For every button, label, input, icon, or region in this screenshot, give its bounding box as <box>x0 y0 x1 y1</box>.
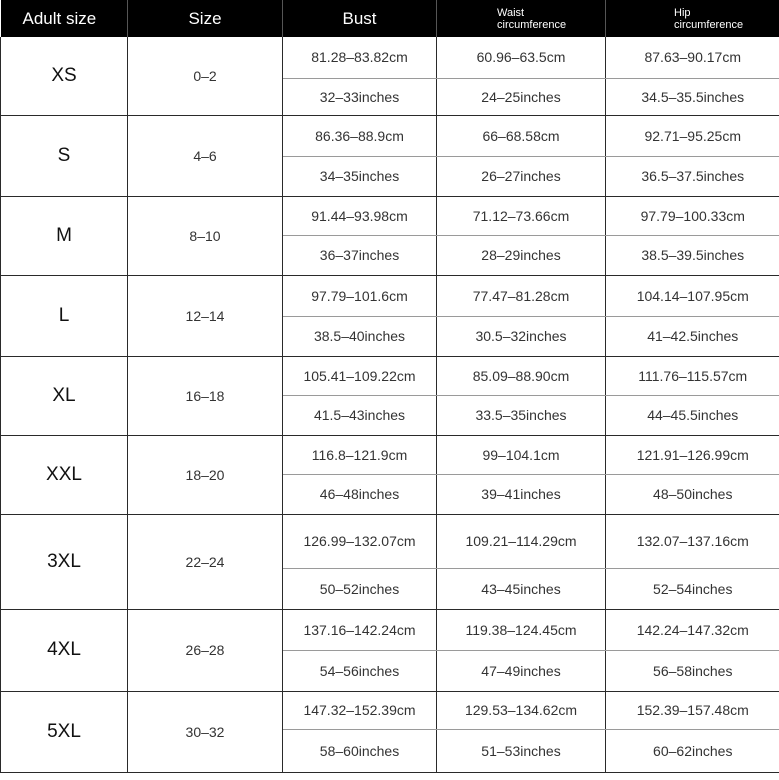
table-row-cm <box>1 196 779 235</box>
hip-inches-cell: 56–58inches <box>606 650 779 691</box>
bust-cm-cell: 116.8–121.9cm <box>283 435 437 474</box>
size-range-cell: 12–14 <box>128 275 283 356</box>
waist-inches-cell: 30.5–32inches <box>437 316 606 356</box>
waist-inches-cell: 24–25inches <box>437 78 606 115</box>
table-row-cm <box>1 514 779 568</box>
size-range-cell: 18–20 <box>128 435 283 514</box>
bust-cm-cell: 86.36–88.9cm <box>283 115 437 156</box>
header-hip-line1: Hip <box>674 6 691 19</box>
bust-cm-cell: 81.28–83.82cm <box>283 37 437 78</box>
hip-cm-cell: 87.63–90.17cm <box>606 37 779 78</box>
size-range-cell: 4–6 <box>128 115 283 196</box>
bust-inches-cell: 54–56inches <box>283 650 437 691</box>
size-range-cell: 16–18 <box>128 356 283 435</box>
hip-cm-cell: 142.24–147.32cm <box>606 609 779 650</box>
header-waist-line2: circumference <box>497 18 567 31</box>
hip-cm-cell: 152.39–157.48cm <box>606 691 779 729</box>
waist-cm-cell: 60.96–63.5cm <box>437 37 606 78</box>
hip-inches-cell: 41–42.5inches <box>606 316 779 356</box>
bust-cm-cell: 97.79–101.6cm <box>283 275 437 316</box>
header-size: Size <box>128 0 283 37</box>
adult-size-cell: XXL <box>1 435 128 514</box>
adult-size-cell: 3XL <box>1 514 128 609</box>
bust-inches-cell: 36–37inches <box>283 235 437 275</box>
hip-inches-cell: 44–45.5inches <box>606 395 779 435</box>
bust-inches-cell: 32–33inches <box>283 78 437 115</box>
bust-inches-cell: 50–52inches <box>283 568 437 609</box>
header-hip-line2: circumference <box>674 18 744 31</box>
waist-cm-cell: 109.21–114.29cm <box>437 514 606 568</box>
bust-cm-cell: 126.99–132.07cm <box>283 514 437 568</box>
adult-size-cell: 4XL <box>1 609 128 691</box>
waist-inches-cell: 26–27inches <box>437 156 606 196</box>
bust-cm-cell: 105.41–109.22cm <box>283 356 437 395</box>
waist-cm-cell: 66–68.58cm <box>437 115 606 156</box>
hip-cm-cell: 97.79–100.33cm <box>606 196 779 235</box>
bust-cm-cell: 137.16–142.24cm <box>283 609 437 650</box>
hip-inches-cell: 34.5–35.5inches <box>606 78 779 115</box>
waist-inches-cell: 39–41inches <box>437 474 606 514</box>
adult-size-cell: M <box>1 196 128 275</box>
adult-size-cell: L <box>1 275 128 356</box>
size-range-cell: 0–2 <box>128 37 283 115</box>
table-row-cm <box>1 275 779 316</box>
header-waist <box>437 0 606 37</box>
hip-inches-cell: 48–50inches <box>606 474 779 514</box>
adult-size-cell: XS <box>1 37 128 115</box>
waist-inches-cell: 43–45inches <box>437 568 606 609</box>
header-adult-size: Adult size <box>1 0 128 37</box>
header-waist-line1: Waist <box>497 6 525 19</box>
table-row-cm <box>1 609 779 650</box>
header-hip <box>606 0 779 37</box>
bust-inches-cell: 58–60inches <box>283 729 437 772</box>
hip-inches-cell: 52–54inches <box>606 568 779 609</box>
adult-size-cell: S <box>1 115 128 196</box>
waist-inches-cell: 28–29inches <box>437 235 606 275</box>
waist-cm-cell: 85.09–88.90cm <box>437 356 606 395</box>
hip-cm-cell: 92.71–95.25cm <box>606 115 779 156</box>
waist-inches-cell: 47–49inches <box>437 650 606 691</box>
bust-cm-cell: 91.44–93.98cm <box>283 196 437 235</box>
bust-inches-cell: 38.5–40inches <box>283 316 437 356</box>
hip-cm-cell: 132.07–137.16cm <box>606 514 779 568</box>
table-row-cm <box>1 37 779 78</box>
size-range-cell: 22–24 <box>128 514 283 609</box>
table-row-cm <box>1 435 779 474</box>
bust-inches-cell: 34–35inches <box>283 156 437 196</box>
table-row-cm <box>1 691 779 729</box>
bust-cm-cell: 147.32–152.39cm <box>283 691 437 729</box>
hip-inches-cell: 36.5–37.5inches <box>606 156 779 196</box>
waist-cm-cell: 99–104.1cm <box>437 435 606 474</box>
header-bust: Bust <box>283 0 437 37</box>
waist-inches-cell: 51–53inches <box>437 729 606 772</box>
waist-cm-cell: 71.12–73.66cm <box>437 196 606 235</box>
hip-inches-cell: 60–62inches <box>606 729 779 772</box>
hip-cm-cell: 104.14–107.95cm <box>606 275 779 316</box>
waist-cm-cell: 77.47–81.28cm <box>437 275 606 316</box>
adult-size-cell: XL <box>1 356 128 435</box>
bust-inches-cell: 46–48inches <box>283 474 437 514</box>
waist-cm-cell: 129.53–134.62cm <box>437 691 606 729</box>
size-range-cell: 30–32 <box>128 691 283 772</box>
hip-cm-cell: 121.91–126.99cm <box>606 435 779 474</box>
hip-inches-cell: 38.5–39.5inches <box>606 235 779 275</box>
adult-size-cell: 5XL <box>1 691 128 772</box>
size-range-cell: 8–10 <box>128 196 283 275</box>
header-row <box>1 0 779 37</box>
bust-inches-cell: 41.5–43inches <box>283 395 437 435</box>
table-row-cm <box>1 356 779 395</box>
table-row-cm <box>1 115 779 156</box>
waist-inches-cell: 33.5–35inches <box>437 395 606 435</box>
table-header <box>1 0 779 37</box>
table-body <box>1 37 779 772</box>
hip-cm-cell: 111.76–115.57cm <box>606 356 779 395</box>
waist-cm-cell: 119.38–124.45cm <box>437 609 606 650</box>
size-range-cell: 26–28 <box>128 609 283 691</box>
